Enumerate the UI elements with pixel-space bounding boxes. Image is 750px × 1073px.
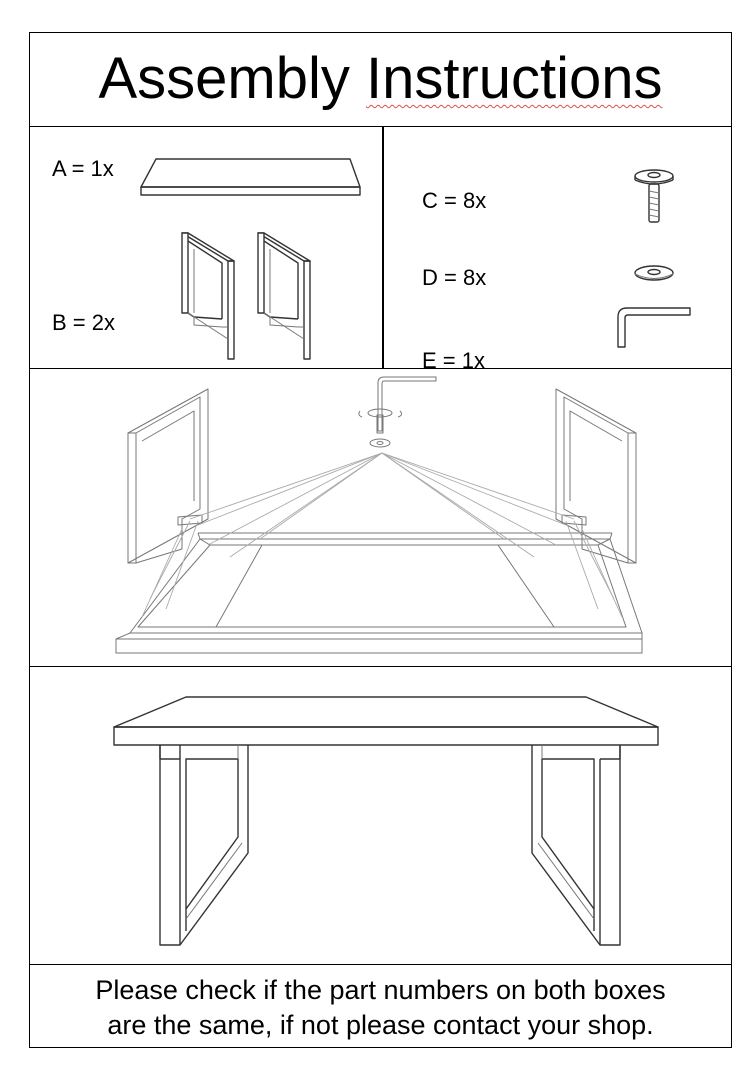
footer-note-section (30, 965, 731, 1049)
title-word-assembly: Assembly (98, 46, 350, 111)
footer-note-line-2: are the same, if not please contact your shop. (107, 1010, 654, 1040)
exploded-assembly-diagram (30, 369, 733, 667)
title-word-instructions: Instructions (365, 46, 663, 111)
assembly-step-diagram (30, 369, 731, 667)
leg-frame-icon (178, 231, 318, 361)
assembled-table-diagram (30, 667, 733, 965)
instruction-sheet (29, 32, 732, 1048)
part-a-label: A = 1x (52, 156, 114, 181)
assembled-table-section (30, 667, 731, 965)
part-c-label: C = 8x (422, 188, 487, 213)
washer-icon (632, 263, 676, 285)
part-b-label: B = 2x (52, 310, 115, 335)
bolt-icon (632, 169, 676, 225)
parts-list-section (30, 127, 731, 373)
footer-note (30, 973, 731, 1043)
allen-key-icon (614, 305, 694, 349)
part-d-label: D = 8x (422, 265, 487, 290)
parts-divider (382, 127, 384, 368)
tabletop-icon (138, 157, 363, 199)
footer-note-line-1: Please check if the part numbers on both boxes (95, 975, 666, 1005)
title-section (30, 33, 731, 127)
part-e-label: E = 1x (422, 348, 485, 373)
page-title (30, 47, 731, 111)
